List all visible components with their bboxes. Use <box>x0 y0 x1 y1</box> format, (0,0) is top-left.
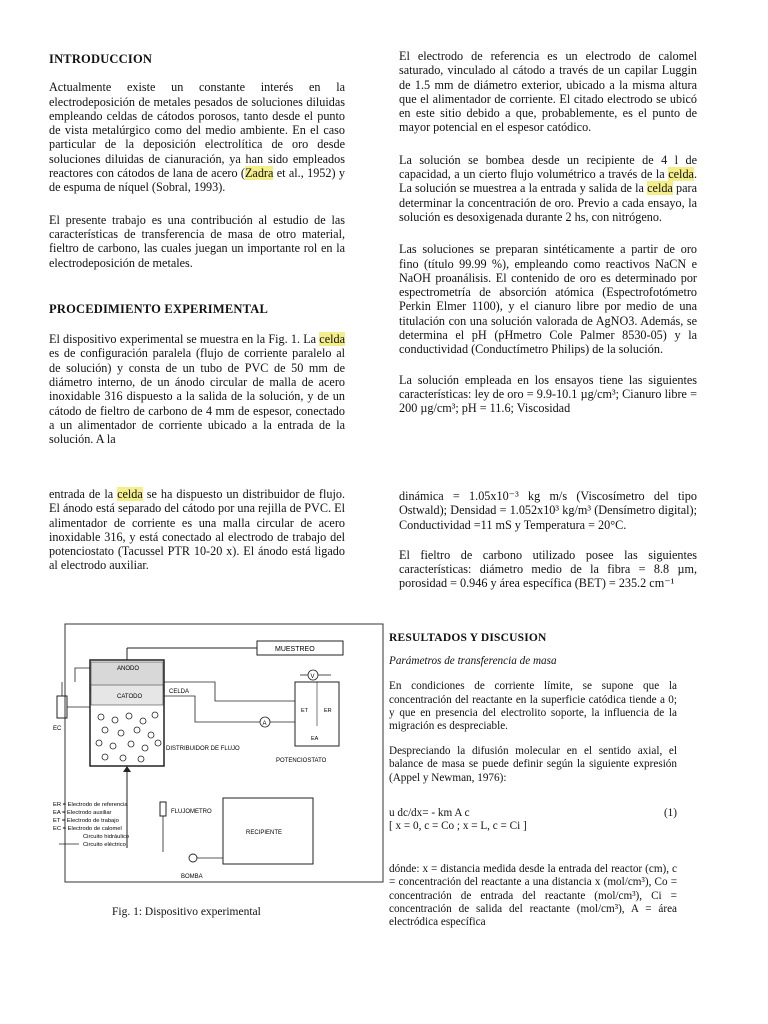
results-paragraph-2: Despreciando la difusión molecular en el sentido axial, el balance de masa se puede definir según la siguiente expresión (Appel y Newman, 1976): <box>389 745 677 784</box>
highlight-celda: celda <box>117 487 143 501</box>
intro-paragraph-1: Actualmente existe un constante interés en la electrodeposición de metales pesados de soluciones diluidas empleando celdas de cátodos porosos, tanto desde el punto de vista metalúrgico como del medio ambiente. En el caso particular de la deposición electrolítica de oro desde soluciones diluidas de cianuración, ya han sido empleados reactores con cátodos de lana de acero (Zadra et al., 1952) y de espuma de níquel (Sobral, 1993). <box>49 80 345 195</box>
svg-text:Circuito eléctrico: Circuito eléctrico <box>83 842 126 848</box>
results-heading: RESULTADOS Y DISCUSION <box>389 632 547 644</box>
svg-text:V: V <box>310 674 315 680</box>
recipiente-label: RECIPIENTE <box>246 830 283 836</box>
right-paragraph-1: El electrodo de referencia es un electrodo de calomel saturado, vinculado al cátodo a través de un capilar Luggin de 1.5 mm de diámetro exterior, ubicado a la misma altura que el alimentador de corriente. El citado electrodo se ubicó en este sitio debido a que, probablemente, es el punto de mayor potencial en el espesor catódico. <box>399 49 697 135</box>
figure-legend <box>53 802 129 848</box>
right-paragraph-4: La solución empleada en los ensayos tiene las siguientes características: ley de oro = 9.9-10.1 µg/cm³; Cianuro libre = 200 µg/cm³; pH = 11.6; Viscosidad <box>399 372 697 415</box>
results-subheading: Parámetros de transferencia de masa <box>389 655 557 668</box>
highlight-celda: celda <box>319 332 345 347</box>
results-section <box>389 632 677 941</box>
intro-paragraph-2: El presente trabajo es una contribución al estudio de las características de transferencia de masa de otro material, fieltro de carbono, las cuales juegan un importante rol en la electrodeposición de metales. <box>49 212 345 270</box>
flowmeter-icon <box>160 802 166 816</box>
svg-text:A: A <box>262 721 267 727</box>
svg-text:ET = Electrodo de trabajo: ET = Electrodo de trabajo <box>53 818 119 824</box>
er-label: ER <box>324 708 332 714</box>
cathode-label: CATODO <box>117 694 143 700</box>
bomba-label: BOMBA <box>181 874 203 880</box>
muestreo-label: MUESTREO <box>275 646 315 653</box>
svg-text:EC = Electrodo de calomel: EC = Electrodo de calomel <box>53 826 122 832</box>
highlight-celda: celda <box>668 167 694 182</box>
intro-heading: INTRODUCCION <box>49 52 153 66</box>
results-paragraph-1: En condiciones de corriente límite, se supone que la concentración del reactante en la superficie catódica tiende a 0; y que en presencia del electrolito soporte, la influencia de la migración es despreciable. <box>389 680 677 733</box>
ea-label: EA <box>311 736 319 742</box>
left-column-lower <box>49 487 345 585</box>
flow-distributor <box>96 712 161 762</box>
procedure-heading: PROCEDIMIENTO EXPERIMENTAL <box>49 301 268 316</box>
right-column-mid <box>399 489 697 603</box>
pump-icon <box>189 854 197 862</box>
right-paragraph-5: dinámica = 1.05x10⁻³ kg m/s (Viscosímetro del tipo Ostwald); Densidad = 1.052x10³ kg/m³ (Densímetro digital); Conductividad =11 mS y Temperatura = 20°C. <box>399 489 697 532</box>
svg-text:ER = Electrodo de referencia: ER = Electrodo de referencia <box>53 802 128 808</box>
et-label: ET <box>301 708 309 714</box>
right-column <box>399 49 697 427</box>
results-paragraph-3: dónde: x = distancia medida desde la entrada del reactor (cm), c = concentración del reactante a una distancia x (mol/cm³), Co = concentración de entrada del reactante (mol/cm³), Ci = concentración de salida del reactante (mol/cm³), A = área electródica específica <box>389 863 677 929</box>
equation-1: u dc/dx= - km A c (1) <box>389 806 677 819</box>
right-paragraph-6: El fieltro de carbono utilizado posee las siguientes características: diámetro medio de la fibra = 8.8 µm, porosidad = 0.946 y área específica (BET) = 235.2 cm⁻¹ <box>399 547 697 591</box>
equation-boundary: [ x = 0, c = Co ; x = L, c = Ci ] <box>389 820 527 833</box>
right-paragraph-2: La solución se bombea desde un recipiente de 4 l de capacidad, a un cierto flujo volumétrico a través de la celda. La solución se muestrea a la entrada y salida de la celda para determinar la concentración de oro. Previo a cada ensayo, la solución es desoxigenada durante 2 hs, con nitrógeno. <box>399 152 697 224</box>
experimental-setup-figure <box>45 622 395 894</box>
highlight-celda: celda <box>647 181 673 196</box>
anode-label: ANODO <box>117 666 140 672</box>
figure-caption: Fig. 1: Dispositivo experimental <box>112 906 261 918</box>
equation-number: (1) <box>663 806 677 819</box>
celda-label: CELDA <box>169 689 190 695</box>
highlight-zadra: Zadra <box>244 166 274 181</box>
procedure-paragraph-2: entrada de la celda se ha dispuesto un distribuidor de flujo. El ánodo está separado del cátodo por una rejilla de PVC. El alimentador de corriente es una malla circular de acero inoxidable 316, y está conectado al electrodo de trabajo del potenciostato (Tacussel PTR 10-20 x). El ánodo está ligado al electrodo auxiliar. <box>49 487 345 573</box>
procedure-paragraph-1: El dispositivo experimental se muestra en la Fig. 1. La celda es de configuración paralela (flujo de corriente paralelo al de solución) y consta de un tubo de PVC de 50 mm de diámetro interno, de un ánodo circular de malla de acero inoxidable 316 dispuesto a la salida de la solución, y de un cátodo de fieltro de carbono de 4 mm de espesor, conectado a un alimentador de corriente ubicado a la entrada de la solución. A la <box>49 332 345 447</box>
potenciostato-label: POTENCIOSTATO <box>276 758 327 764</box>
flujometro-label: FLUJOMETRO <box>171 809 212 815</box>
left-column <box>49 52 345 459</box>
right-paragraph-3: Las soluciones se preparan sintéticamente a partir de oro fino (título 99.99 %), empleando como reactivos NaCN e NaOH proanálisis. El contenido de oro es determinado por espectrometría de absorción atómica (Espectrofotómetro Perkin Elmer 1100), y el cianuro libre por medio de una titulación con una solución valorada de AgNO3. Además, se determina el pH (pHmetro Cole Palmer 8530-05) y la conductividad (Conductímetro Philips) de la solución. <box>399 242 697 357</box>
svg-text:Circuito hidráulico: Circuito hidráulico <box>83 834 130 840</box>
ec-label: EC <box>53 726 62 732</box>
svg-text:EA = Electrodo auxiliar: EA = Electrodo auxiliar <box>53 810 112 816</box>
distribuidor-label: DISTRIBUIDOR DE FLUJO <box>166 746 240 752</box>
